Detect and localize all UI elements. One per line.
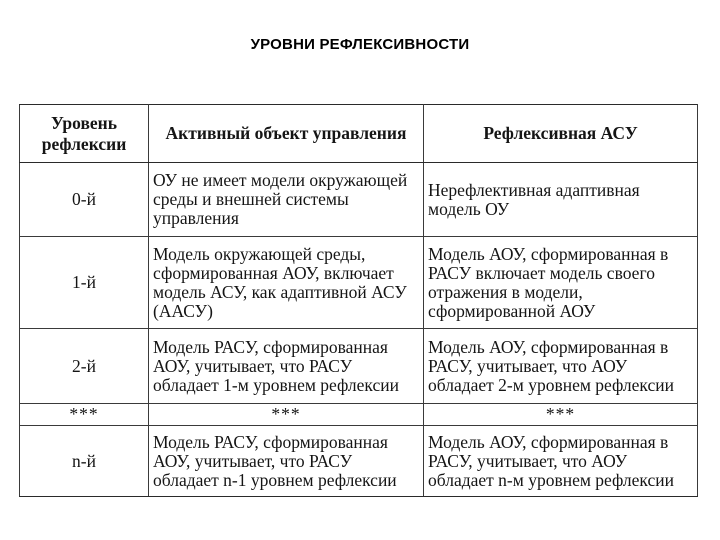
- cell-reflexive-asu: Нерефлективная адаптивная модель ОУ: [424, 163, 698, 237]
- cell-active-object: Модель РАСУ, сформированная АОУ, учитывает, что РАСУ обладает 1-м уровнем рефлексии: [149, 329, 424, 404]
- cell-active-object: Модель окружающей среды, сформированная АОУ, включает модель АСУ, как адаптивной АСУ (ААСУ): [149, 237, 424, 329]
- cell-reflexive-asu-ellipsis: ***: [424, 404, 698, 426]
- cell-level-ellipsis: ***: [20, 404, 149, 426]
- reflexivity-levels-table: [19, 104, 698, 497]
- reflexivity-table-image: [19, 104, 697, 496]
- table-row: [20, 329, 698, 404]
- table-header-row: [20, 105, 698, 163]
- cell-active-object: Модель РАСУ, сформированная АОУ, учитывает, что РАСУ обладает n-1 уровнем рефлексии: [149, 426, 424, 497]
- slide-title: УРОВНИ РЕФЛЕКСИВНОСТИ: [250, 36, 470, 53]
- cell-level: 1-й: [20, 237, 149, 329]
- cell-level: n-й: [20, 426, 149, 497]
- cell-reflexive-asu: Модель АОУ, сформированная в РАСУ, учитывает, что АОУ обладает 2-м уровнем рефлексии: [424, 329, 698, 404]
- table-row: [20, 426, 698, 497]
- cell-active-object: ОУ не имеет модели окружающей среды и внешней системы управления: [149, 163, 424, 237]
- table-row-ellipsis: [20, 404, 698, 426]
- table-row: [20, 237, 698, 329]
- cell-active-object-ellipsis: ***: [149, 404, 424, 426]
- cell-level: 2-й: [20, 329, 149, 404]
- cell-level: 0-й: [20, 163, 149, 237]
- cell-reflexive-asu: Модель АОУ, сформированная в РАСУ, учитывает, что АОУ обладает n-м уровнем рефлексии: [424, 426, 698, 497]
- header-reflexive-asu: Рефлексивная АСУ: [424, 105, 698, 163]
- table-row: [20, 163, 698, 237]
- header-reflection-level: Уровень рефлексии: [20, 105, 149, 163]
- cell-reflexive-asu: Модель АОУ, сформированная в РАСУ включает модель своего отражения в модели, сформированной АОУ: [424, 237, 698, 329]
- header-active-control-object: Активный объект управления: [149, 105, 424, 163]
